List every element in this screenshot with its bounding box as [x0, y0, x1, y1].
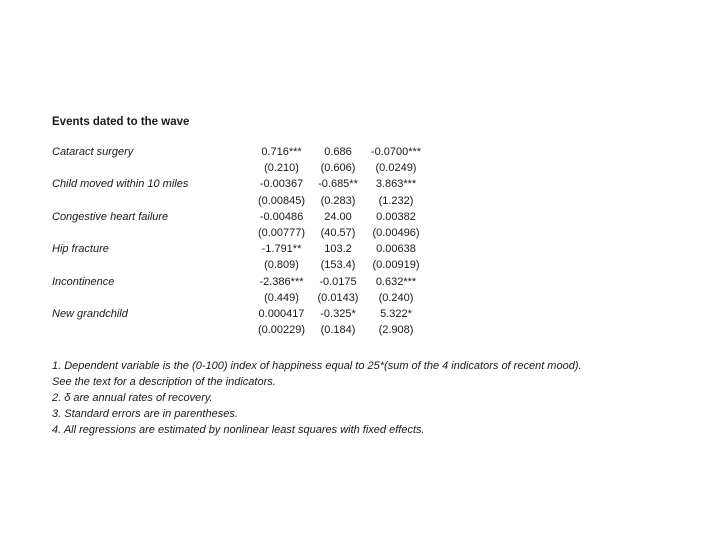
coef-cell: 0.632*** [375, 275, 417, 288]
regression-table [52, 144, 429, 338]
table-row [52, 193, 429, 209]
se-cell: (0.0143) [317, 291, 359, 304]
se-cell: (0.283) [320, 194, 356, 207]
se-cell: (0.809) [264, 259, 299, 272]
table-row [52, 144, 429, 160]
se-cell: (0.606) [320, 162, 356, 175]
se-cell: (0.449) [264, 291, 299, 304]
se-cell: (0.0249) [375, 162, 417, 175]
row-label: Incontinence [52, 275, 115, 288]
coef-cell: 3.863*** [375, 178, 417, 191]
coef-cell: 0.00638 [376, 243, 416, 256]
table-row [52, 290, 429, 306]
table-row [52, 241, 429, 257]
coef-cell: 0.686 [324, 146, 352, 158]
row-label: Cataract surgery [52, 146, 134, 158]
se-cell: (0.240) [378, 291, 414, 304]
coef-cell: -1.791** [261, 243, 302, 256]
row-label: Congestive heart failure [52, 210, 169, 223]
table-row [52, 257, 429, 273]
note-line: 1. Dependent variable is the (0-100) index of happiness equal to 25*(sum of the 4 indicators of recent mood). [52, 360, 582, 372]
se-cell: (0.00845) [257, 194, 306, 207]
table-row [52, 160, 429, 176]
table-row [52, 225, 429, 241]
note-line: See the text for a description of the indicators. [52, 376, 276, 388]
row-label: Child moved within 10 miles [52, 178, 189, 191]
coef-cell: 5.322* [380, 308, 412, 321]
row-label: New grandchild [52, 308, 128, 321]
table-notes [52, 358, 582, 438]
coef-cell: 0.716*** [261, 146, 302, 158]
se-cell: (0.184) [320, 324, 356, 337]
se-cell: (1.232) [378, 194, 414, 207]
se-cell: (0.00496) [372, 227, 420, 240]
coef-cell: -2.386*** [259, 275, 304, 288]
table-row [52, 176, 429, 192]
table-row [52, 209, 429, 225]
table-row [52, 322, 429, 338]
coef-cell: -0.0700*** [370, 146, 422, 158]
se-cell: (153.4) [320, 259, 356, 272]
se-cell: (0.210) [264, 162, 299, 175]
coef-cell: -0.325* [320, 308, 356, 321]
row-label: Hip fracture [52, 243, 109, 256]
se-cell: (0.00919) [372, 259, 420, 272]
note-line: 4. All regressions are estimated by nonlinear least squares with fixed effects. [52, 424, 425, 436]
coef-cell: -0.00367 [259, 178, 304, 191]
coef-cell: -0.00486 [259, 210, 304, 223]
se-cell: (0.00229) [257, 324, 306, 337]
table-heading: Events dated to the wave [52, 116, 190, 128]
coef-cell: 103.2 [324, 243, 352, 256]
table-row [52, 274, 429, 290]
coef-cell: 0.00382 [376, 210, 416, 223]
se-cell: (0.00777) [257, 227, 306, 240]
table-row [52, 306, 429, 322]
note-line: 3. Standard errors are in parentheses. [52, 408, 238, 420]
coef-cell: -0.685** [318, 178, 358, 191]
coef-cell: -0.0175 [319, 275, 357, 288]
note-line: 2. δ are annual rates of recovery. [52, 392, 213, 404]
se-cell: (2.908) [378, 324, 414, 337]
se-cell: (40.57) [320, 227, 356, 240]
coef-cell: 0.000417 [258, 308, 305, 321]
coef-cell: 24.00 [324, 210, 352, 223]
